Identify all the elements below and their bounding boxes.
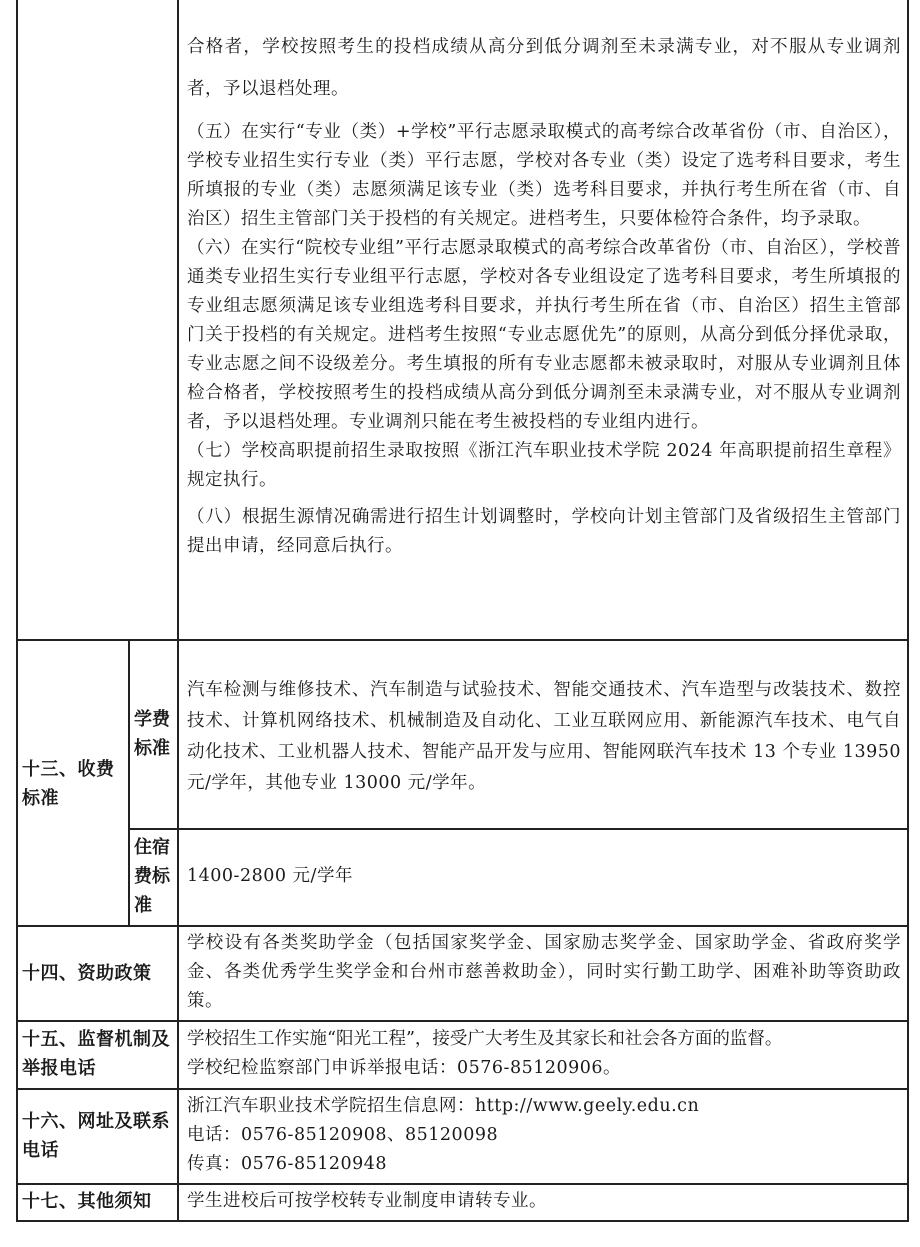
table-border-left — [16, 0, 18, 1222]
other-notes-text: 学生进校后可按学校转专业制度申请转专业。 — [187, 1191, 547, 1211]
row-divider — [16, 1088, 909, 1090]
phone-text: 电话：0576-85120908、85120098 — [187, 1125, 499, 1145]
contact-content — [187, 1092, 901, 1179]
row-divider — [128, 828, 909, 830]
column-divider-sub — [128, 639, 130, 925]
fax-text: 传真：0576-85120948 — [187, 1154, 388, 1174]
row-divider — [16, 1183, 909, 1185]
paragraph-eight: （八）根据生源情况确需进行招生计划调整时，学校向计划主管部门及省级招生主管部门提出申请，经同意后执行。 — [187, 507, 901, 556]
tuition-content — [187, 675, 901, 799]
fee-standard-label: 十三、收费标准 — [22, 759, 115, 809]
other-notes-label: 十七、其他须知 — [22, 1191, 152, 1212]
website-text: 浙江汽车职业技术学院招生信息网：http://www.geely.edu.cn — [187, 1096, 700, 1116]
tuition-label: 学费标准 — [134, 709, 170, 759]
admission-rules-content — [187, 26, 901, 561]
supervision-content — [187, 1025, 905, 1083]
paragraph-seven: （七）学校高职提前招生录取按照《浙江汽车职业技术学院 2024 年高职提前招生章程》规定执行。 — [187, 441, 901, 490]
row-divider — [16, 925, 909, 927]
supervision-text: 学校招生工作实施“阳光工程”，接受广大考生及其家长和社会各方面的监督。 — [187, 1029, 783, 1049]
row-divider — [16, 1020, 909, 1022]
dorm-fee-label: 住宿费标准 — [134, 837, 170, 916]
table-border-right — [907, 0, 909, 1222]
financial-aid-text: 学校设有各类奖助学金（包括国家奖学金、国家励志奖学金、国家助学金、省政府奖学金、各类优秀学生奖学金和台州市慈善救助金），同时实行勤工助学、困难补助等资助政策。 — [187, 933, 901, 1011]
contact-label: 十六、网址及联系电话 — [22, 1111, 170, 1161]
tuition-text: 汽车检测与维修技术、汽车制造与试验技术、智能交通技术、汽车造型与改装技术、数控技术、计算机网络技术、机械制造及自动化、工业互联网应用、新能源汽车技术、电气自动化技术、工业机器人技术、智能产品开发与应用、智能网联汽车技术 13 个专业 13950 元/学年，其他专业 13000 元/学年。 — [187, 680, 901, 793]
row-divider — [16, 639, 909, 641]
supervision-label: 十五、监督机制及举报电话 — [22, 1029, 170, 1079]
financial-aid-label: 十四、资助政策 — [22, 963, 152, 984]
paragraph-five: （五）在实行“专业（类）+学校”平行志愿录取模式的高考综合改革省份（市、自治区），学校专业招生实行专业（类）平行志愿，学校对各专业（类）设定了选考科目要求，考生所填报的专业（类）志愿须满足该专业（类）选考科目要求，并执行考生所在省（市、自治区）招生主管部门关于投档的有关规定。进档考生，只要体检符合条件，均予录取。 — [187, 122, 901, 229]
financial-aid-content — [187, 929, 901, 1016]
paragraph-six: （六）在实行“院校专业组”平行志愿录取模式的高考综合改革省份（市、自治区），学校普通类专业招生实行专业组平行志愿，学校对各专业组设定了选考科目要求，考生所填报的专业组志愿须满足该专业组选考科目要求，并执行考生所在省（市、自治区）招生主管部门关于投档的有关规定。进档考生按照“专业志愿优先”的原则，从高分到低分择优录取，专业志愿之间不设级差分。考生填报的所有专业志愿都未被录取时，对服从专业调剂且体检合格者，学校按照考生的投档成绩从高分到低分调剂至未录满专业，对不服从专业调剂者，予以退档处理。专业调剂只能在考生被投档的专业组内进行。 — [187, 238, 901, 432]
dorm-fee-content — [187, 862, 901, 891]
report-phone-text: 学校纪检监察部门申诉举报电话：0576-85120906。 — [187, 1058, 622, 1078]
dorm-fee-text: 1400-2800 元/学年 — [187, 866, 353, 886]
table-border-bottom — [16, 1220, 909, 1222]
paragraph-adjustment-continued: 合格者，学校按照考生的投档成绩从高分到低分调剂至未录满专业，对不服从专业调剂者，予以退档处理。 — [187, 37, 901, 99]
other-notes-content — [187, 1187, 901, 1216]
column-divider-main — [177, 0, 179, 1222]
